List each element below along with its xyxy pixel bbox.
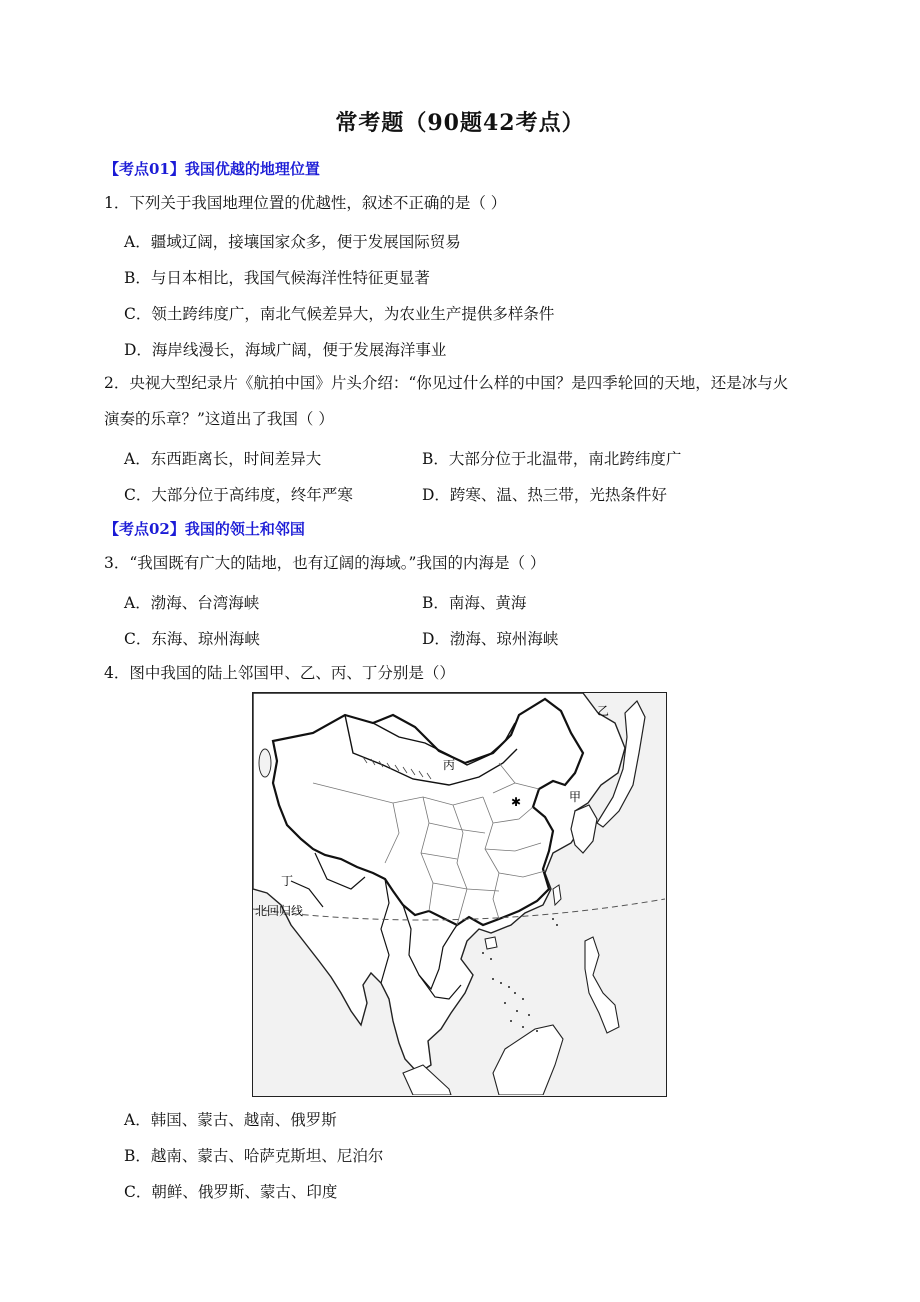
question-4-option-a: A．韩国、蒙古、越南、俄罗斯	[124, 1111, 337, 1129]
question-3-option-b: B．南海、黄海	[422, 594, 527, 612]
question-2-option-d: D．跨寒、温、热三带，光热条件好	[422, 486, 667, 504]
question-3-stem: 3．“我国既有广大的陆地，也有辽阔的海域。”我国的内海是（ ）	[104, 554, 546, 572]
hainan-island	[485, 937, 497, 949]
question-1-option-d: D．海岸线漫长，海域广阔，便于发展海洋事业	[124, 341, 447, 359]
map-label-jia: 甲	[569, 790, 582, 804]
question-1-option-c: C．领土跨纬度广，南北气候差异大，为农业生产提供多样条件	[124, 305, 555, 323]
map-label-ding: 丁	[281, 874, 294, 888]
question-4-option-c: C．朝鲜、俄罗斯、蒙古、印度	[124, 1183, 338, 1201]
map-svg	[253, 693, 665, 1095]
map-label-bing: 丙	[443, 758, 456, 772]
question-2-option-c: C．大部分位于高纬度，终年严寒	[124, 486, 353, 504]
question-4-option-b: B．越南、蒙古、哈萨克斯坦、尼泊尔	[124, 1147, 384, 1165]
section-heading-02: 【考点02】我国的领土和邻国	[104, 520, 305, 538]
question-3-option-d: D．渤海、琼州海峡	[422, 630, 559, 648]
question-1-option-b: B．与日本相比，我国气候海洋性特征更显著	[124, 269, 430, 287]
capital-star-icon: ✱	[511, 795, 522, 809]
question-2-option-a: A．东西距离长，时间差异大	[124, 450, 322, 468]
question-2-stem-line2: 演奏的乐章？”这道出了我国（ ）	[104, 410, 334, 428]
question-2-option-b: B．大部分位于北温带，南北跨纬度广	[422, 450, 682, 468]
question-1-option-a: A．疆域辽阔，接壤国家众多，便于发展国际贸易	[124, 233, 461, 251]
western-lake	[259, 749, 271, 777]
question-4-stem: 4．图中我国的陆上邻国甲、乙、丙、丁分别是（）	[104, 664, 455, 682]
asia-map-figure	[252, 692, 667, 1097]
question-1-stem: 1．下列关于我国地理位置的优越性，叙述不正确的是（ ）	[104, 194, 507, 212]
question-3-option-a: A．渤海、台湾海峡	[124, 594, 260, 612]
page-title: 常考题（90题42考点）	[335, 110, 585, 136]
map-label-yi: 乙	[597, 704, 610, 718]
map-label-tropic: 北回归线	[255, 904, 304, 918]
section-heading-01: 【考点01】我国优越的地理位置	[104, 160, 320, 178]
question-3-option-c: C．东海、琼州海峡	[124, 630, 260, 648]
question-2-stem-line1: 2．央视大型纪录片《航拍中国》片头介绍：“你见过什么样的中国？是四季轮回的天地，还是冰与火	[104, 374, 789, 392]
